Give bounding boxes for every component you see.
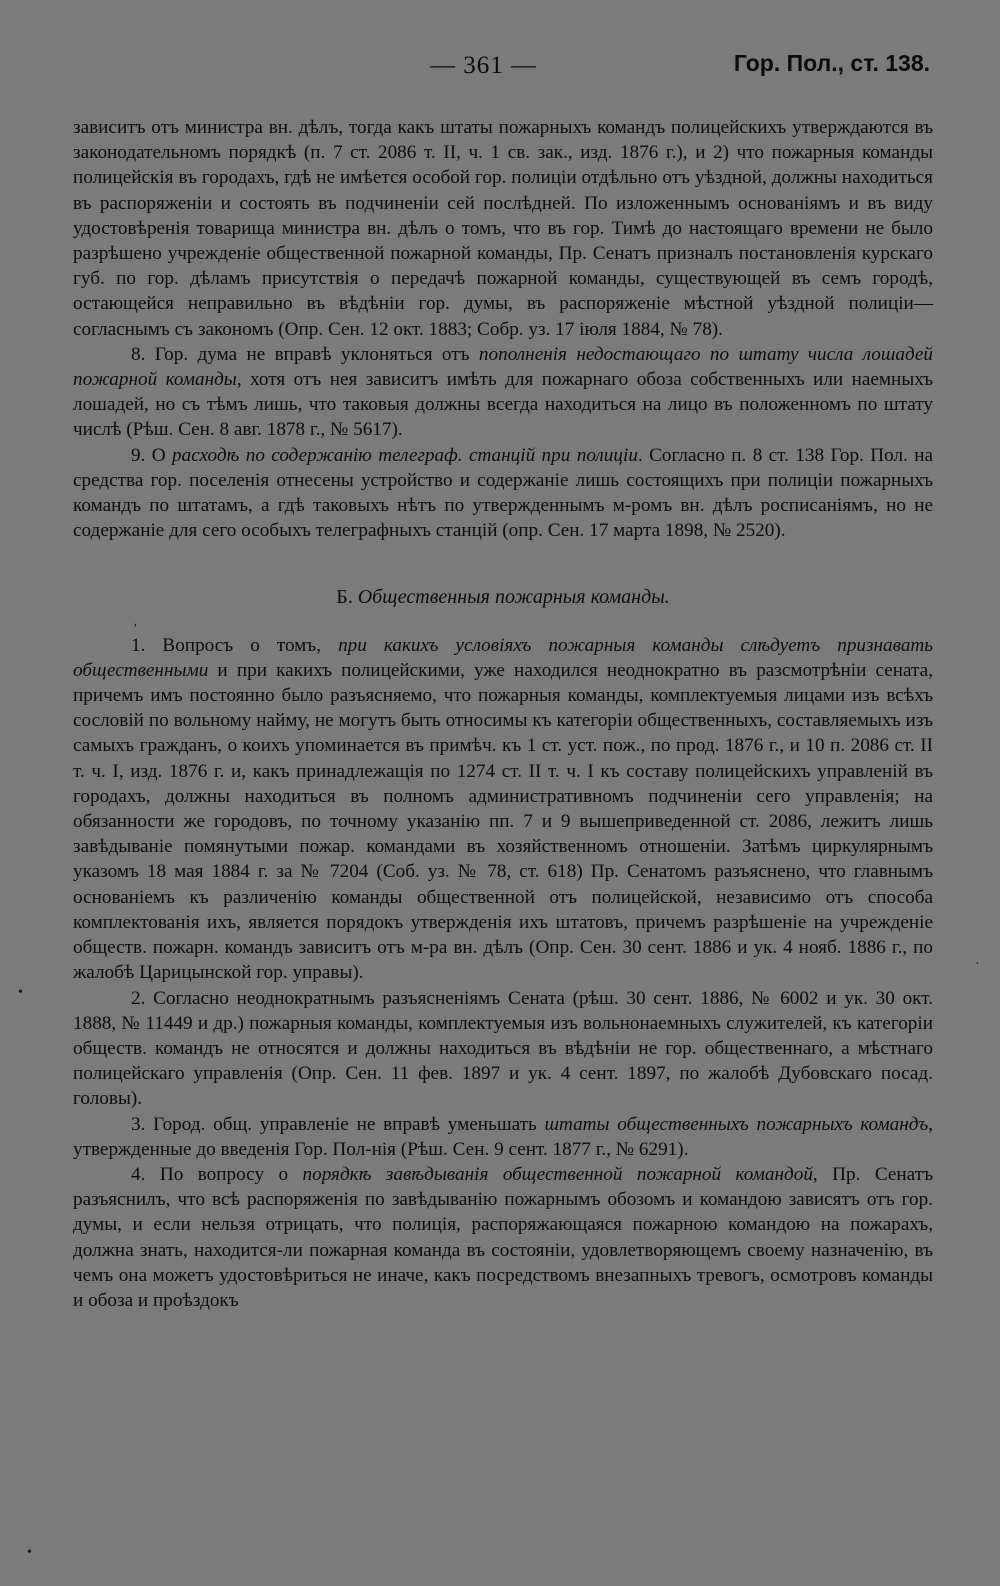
paragraph-text: 4. По вопросу о (131, 1163, 303, 1185)
paragraph (73, 1162, 933, 1313)
section-title (73, 585, 933, 610)
paragraphs-after (73, 633, 933, 1313)
paragraphs-before (73, 115, 933, 543)
body-text (73, 115, 933, 1313)
paragraph-text: 2. Согласно неоднократнымъ разъясненіямъ Сената (рѣш. 30 сент. 1886, № 6002 и ук. 30 окт. 1888, № 11449 и др.) пожарныя команды, комплектуемыя изъ вольнонаемныхъ служителей, къ категоріи обществ. командъ не относятся и должны находиться въ вѣдѣніи не гор. общественнаго, а мѣстнаго полицейскаго управленія (Опр. Сен. 11 фев. 1897 и ук. 4 сент. 1897, по жалобѣ Дубовскаго посад. головы). (73, 987, 933, 1110)
section-title-text: Общественныя пожарныя команды. (357, 586, 670, 609)
italic-text: пополненія недостающаго по штату числа лошадей пожарной команды (73, 343, 933, 391)
paragraph (73, 443, 933, 544)
italic-text: расходѣ по содержанію телеграф. станцій при полиціи (172, 444, 638, 466)
page-number: — 361 — (430, 52, 537, 79)
stray-dot: · (975, 957, 980, 972)
italic-text: при какихъ условіяхъ пожарныя команды слѣдуетъ признавать общественными (73, 634, 934, 681)
paragraph (73, 1112, 933, 1162)
paragraph-text: 9. О (131, 444, 173, 466)
stray-dot: • (27, 1545, 32, 1560)
page-header (0, 52, 1000, 92)
paragraph (73, 115, 933, 342)
paragraph (73, 986, 933, 1112)
paragraph-text: и при какихъ полицейскими, уже находился неоднократно въ разсмотрѣніи сената, причемъ имъ постоянно было разъясняемо, что пожарныя команды, комплектуемыя лицами изъ всѣхъ сословій по вольному найму, не могутъ быть относимы къ категоріи общественныхъ, составляемыхъ изъ самыхъ гражданъ, о коихъ упоминается въ примѣч. къ 1 ст. уст. пож., по прод. 1876 г., и 10 п. 2086 ст. II т. ч. I, изд. 1876 г. и, какъ принадлежащія по 1274 ст. II т. ч. I къ составу полицейскихъ управленій въ городахъ, должны находиться въ полномъ административномъ подчиненіи сего управленія; на обязанности же городовъ, по точному указанію пп. 7 и 9 вышеприведенной ст. 2086, лежитъ лишь завѣдываніе помянутыми пожар. командами въ хозяйственномъ отношеніи. Затѣмъ циркулярнымъ указомъ 18 мая 1884 г. за № 7204 (Соб. уз. № 78, ст. 618) Пр. Сенатомъ разъяснено, что главнымъ основаніемъ къ различенію команды общественной отъ полицейской, независимо отъ способа комплектованія ихъ, является порядокъ утвержденія ихъ штатовъ, причемъ разрѣшеніе на учрежденіе обществ. пожарн. командъ зависитъ отъ м-ра вн. дѣлъ (Опр. Сен. 30 сент. 1886 и ук. 4 нояб. 1886 г., по жалобѣ Царицынской гор. управы). (73, 659, 933, 984)
stray-dot: • (18, 985, 23, 1000)
stray-mark: ʹ (134, 622, 138, 637)
paragraph-text: . Согласно п. 8 ст. 138 Гор. Пол. на средства гор. поселенія отнесены устройство и содержаніе лишь состоящихъ при полиціи пожарныхъ командъ по штатамъ, а гдѣ таковыхъ нѣтъ по утвержденнымъ м-ромъ вн. дѣлъ росписаніямъ, но не содержаніе для сего особыхъ телеграфныхъ станцій (опр. Сен. 17 марта 1898, № 2520). (73, 444, 933, 542)
running-head: Гор. Пол., ст. 138. (733, 50, 930, 76)
paragraph (73, 633, 933, 986)
italic-text: порядкѣ завѣдыванія общественной пожарной командой (302, 1163, 813, 1185)
paragraph-text: , утвержденные до введенія Гор. Пол-нія (Рѣш. Сен. 9 сент. 1877 г., № 6291). (73, 1113, 933, 1160)
paragraph-text: 8. Гор. дума не вправѣ уклоняться отъ (131, 343, 479, 365)
section-letter: Б. (336, 586, 358, 609)
italic-text: штаты общественныхъ пожарныхъ командъ (544, 1113, 929, 1135)
paragraph-text: зависитъ отъ министра вн. дѣлъ, тогда какъ штаты пожарныхъ командъ полицейскихъ утверждаются въ законодательномъ порядкѣ (п. 7 ст. 2086 т. II, ч. 1 св. зак., изд. 1876 г.), и 2) что пожарныя команды полицейскія въ городахъ, гдѣ не имѣется особой гор. полиціи отдѣльно отъ уѣздной, должны находиться въ распоряженіи и состоять въ подчиненіи сей послѣдней. По изложеннымъ основаніямъ и въ виду удостовѣренія товарища министра вн. дѣлъ о томъ, что въ гор. Тимѣ до настоящаго времени не было разрѣшено учрежденіе общественной пожарной команды, Пр. Сенатъ призналъ постановленія курскаго губ. по гор. дѣламъ присутствія о передачѣ пожарной команды, существующей въ семъ городѣ, остающейся неправильно въ вѣдѣніи гор. думы, въ распоряженіе мѣстной уѣздной полиціи—согласнымъ съ закономъ (Опр. Сен. 12 окт. 1883; Собр. уз. 17 іюля 1884, № 78). (73, 117, 933, 340)
paragraph-text: 3. Город. общ. управленіе не вправѣ уменьшать (131, 1113, 545, 1135)
paragraph (73, 342, 933, 443)
paragraph-text: , хотя отъ нея зависитъ имѣть для пожарнаго обоза собственныхъ или наемныхъ лошадей, но съ тѣмъ лишь, что таковыя должны всегда находиться на лицо въ положенномъ по штату числѣ (Рѣш. Сен. 8 авг. 1878 г., № 5617). (73, 369, 933, 441)
paragraph-text: 1. Вопросъ о томъ, (131, 634, 339, 656)
paragraph-text: , Пр. Сенатъ разъяснилъ, что всѣ распоряженія по завѣдыванію пожарнымъ обозомъ и командою зависятъ отъ гор. думы, и если нельзя отрицать, что полиція, распоряжающаяся пожарною командою на пожарахъ, должна знать, находится-ли пожарная команда въ состояніи, удовлетворяющемъ своему назначенію, въ чемъ она можетъ удостовѣриться не иначе, какъ посредствомъ внезапныхъ тревогъ, осмотровъ команды и обоза и проѣздокъ (73, 1163, 933, 1311)
